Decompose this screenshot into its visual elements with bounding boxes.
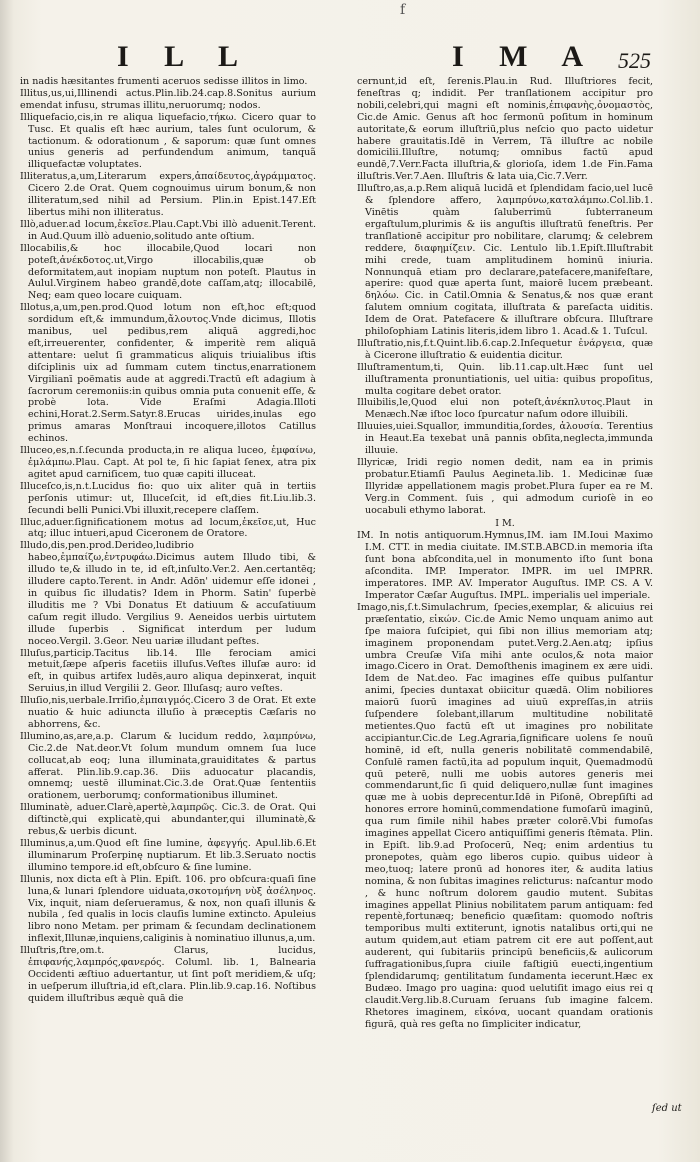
dictionary-entry: Illuibilis,le,Quod elui non poteſt,ἀνέκπλυτος.Plaut in Menæch.Næ iſtoc loco ſpurcatur naſum odore illuibili. xyxy=(357,397,653,421)
dictionary-entry: Illocabilis,& hoc illocabile,Quod locari non poteſt,ἀνέκδοτος.ut,Virgo illocabilis,quæ ob deformitatem,aut inopiam nuptum non poteſt. Plautus in Aulul.Virginem habeo grandē,dote caſſam,atq; illocabilē, Neq; eam queo locare cuiquam. xyxy=(20,242,316,302)
left-column xyxy=(20,76,316,1104)
running-header xyxy=(0,40,700,76)
dictionary-entry: Illuminatè, aduer.Clarè,apertè,λαμπρῶς. Cic.3. de Orat. Qui diſtinctè,qui explicatè,qui abundanter,qui illuminatè,& rebus,& uerbis dicunt. xyxy=(20,802,316,838)
dictionary-entry: cernunt,id eſt, ſerenis.Plau.in Rud. Illuſtriores fecit, feneſtras q; indidit. Per tranſlationem accipitur pro nobili,celebri,qui magni eſt nominis,ἐπιφανὴς,ὀνομαστὸς, Cic.de Amic. Genus aſt hoc ſermonū poſitum in hominum autoritate,& eorum illuſtriū,plus neſcio quo pacto uidetur habere grauitatis.Idē in Verrem, Tā illuſtre ac nobile domicilii.Illuſtre, notumq; omnibus factū apud eundē,7.Verr.Facta illuſtria,& glorioſa, idem 1.de Fin.Fama illuſtris.Ver.7.Aen. Illuſtris & lata uia,Cic.7.Verr. xyxy=(357,76,653,183)
dictionary-entry: Illitus,us,ui,Illinendi actus.Plin.lib.24.cap.8.Sonitus aurium emendat infusu, strumas illitu,neruorumq; nodos. xyxy=(20,87,316,111)
dictionary-entry: IM. In notis antiquorum.Hymnus,IM. iam IM.Ioui Maximo I.M. CTT. in media ciuitate. IM.ST.B.ABCD.in memoria iſta ſunt bona abſcondita,uel in monumento iſto ſunt bona aſcondita. IMP. Imperator. IMPR. im uel IMPRR. imperatores. IMP. AV. Imperator Auguſtus. IMP. CS. A V. Imperator Cæſar Auguſtus. IMPL. imperialis uel imperiale. xyxy=(357,530,653,601)
right-column xyxy=(357,76,653,1104)
dictionary-entry: Illuſtro,as,a.p.Rem aliquā lucidā et ſplendidam facio,uel lucē & ſplendore affero, λαμπρύνω,καταλάμπω.Col.lib.1. Vinētis quàm ſaluberrimū ſubterraneum ergaſtulum,plurimis & iis anguſtis illuſtratū feneſtris. Per tranſlationē accipitur pro nobilitare, clarumq; & celebrem reddere, διαφημίζειν. Cic. Lentulo lib.1.Epiſt.Illuſtrabit mihi crede, tuam amplitudinem hominū iniuria. Nonnunquā etiam pro declarare,patefacere,manifeſtare, aperire: quod quæ aperta ſunt, maiorē lucem præbeant. δηλόω. Cic. in Catil.Omnia & Senatus,& nos quæ erant ſalutem omnium cogitata, illuſtrata & pareſacta uiditis. Idem de Orat. Patefacere & illuſtrare obſcura. Illuſtrare philoſophiam Latinis literis,idem libro 1. Acad.& 1. Tuſcul. xyxy=(357,183,653,338)
dictionary-entry: Illuceo,es,n.ſ.ſecunda producta,in re aliqua luceo, ἐμφαίνω, ἐμλάμπω.Plau. Capt. At pol te, ſi hic ſapiat ſenex, atra pix agitet apud carniſicem, tuo quæ capiti illuceat. xyxy=(20,445,316,480)
dictionary-entry: Illiteratus,a,um,Literarum expers,ἀπαίδευτος,ἀγράμματος. Cicero 2.de Orat. Quem cognouimus uirum bonum,& non illiteratum,sed nihil ad Persium. Plin.in Epist.147.Eſt libertus mihi non illiteratus. xyxy=(20,171,316,218)
binding-shadow xyxy=(0,0,14,1162)
dictionary-entry: I M. xyxy=(495,517,515,529)
dictionary-entry: Illuſio,nis,uerbale.Irriſio,ἐμπαιγμός.Cicero 3 de Orat. Et exte nuatio & huic adiuncta illuſio à præceptis Cæſaris no abhorrens, &c. xyxy=(20,695,316,730)
dictionary-entry: Illuſtris,ſtre,om.t. Clarus, lucidus, ἐπιφανής,λαμπρός,φανερός. Columl. lib. 1, Balnearia Occidenti æſtiuo aduertantur, ut ſint poſt meridiem,& uſq; in ueſperum illuſtria,id eſt,clara. Plin.lib.9.cap.16. Noſtibus quidem illuſtribus æquè quā die xyxy=(20,945,316,1004)
dictionary-entry: Illuc,aduer.ſignificationem motus ad locum,ἐκεῖσε,ut, Huc atq; illuc intueri,apud Ciceronem de Oratore. xyxy=(20,516,316,540)
dictionary-entry: Illunis, nox dicta eſt à Plin. Epiſt. 106. pro obſcura:quaſi ſine luna,& lunari ſplendore uiduata,σκοτομήνη νὺξ ἀσέληνος. Vix, inquit, niam deſerueramus, & nox, non quaſi illunis & nubila , ſed qualis in locis clauſis lumine extincto. Apuleius libro nono Metam. per primam & ſecundam declinationem inflexit,Illunæ,inquiens,caliginis à nominatiuo illunus,a,um. xyxy=(20,873,316,945)
left-running-head: I L L xyxy=(117,40,253,73)
dictionary-entry: Imago,nis,ſ.t.Simulachrum, ſpecies,exemplar, & alicuius rei præſentatio, εἰκών. Cic.de Amic Nemo unquam animo aut ſpe maiora ſuſcipiet, qui ſibi non illius memoriam atq; imaginem proponendam putet.Verg.2.Aen.atq; ipſius umbra Creuſæ Viſa mihi ante oculos,& nota maior imago.Cicero in Orat. Demoſthenis imaginem ex ære uidi. Idem de Nat.deo. Fac imagines eſſe quibus pulſantur animi, ſpecies duntaxat obiicitur quædā. Olim nobiliores maiorū ſuorū imagines ad uiuū expreſſas,in atriis ſuſpendere ſolebant,illarum multitudine nobilitatē metientes.Quo factū eſt ut imagines pro nobilitate accipiantur.Cic.de Leg.Agraria,ſignificare uolens ſe nouū hominē, id eſt, nulla generis nobilitatē commendabilē, Conſulē ramen factū,ita ad populum inquit, Quemadmodū quū peterē, nulli me uobis autores generis mei commendarunt,ſic ſi quid deliquero,nullæ ſunt imagines quæ me à uobis deprecentur.Idē in Piſonē, Obrepſiſti ad honores errore hominū,commendatione fumoſarū imaginū, qua rum ſimile nihil habes præter colorē.Vbi fumoſas imagines appellat Cicero antiquiſſimi generis ſtēmata. Plin. in Epiſt. lib.9.ad Proſocerū, Neq; enim ardentius tu pronepotes, quàm ego liberos cupio. quibus uideor à meo,tuoq; latere pronū ad honores iter, & audita latius nomina, & non ſubitas imagines relicturus: naſcantur modo , & hunc noſtrum dolorem gaudio mutent. Subitas imagines appellat Plinius nobilitatem parum antiquam: fed repentè,fortunæq; beneficio quæſitam: quomodo noſtris temporibus multi extiterunt, ignotis natalibus orti,qui ne autum quidem,aut etiam patrem cit ere aut poſſent,aut auderent, qui ſubitariis principū beneficiis,& aulicorum ſuffragationibus,ſupra ciuile faſtigiū euecti,ingentium ſplendidarumq; gentilitatum ſundamenta iecerunt.Hæc ex Budæo. Imago pro uagina: quod uelutiſit imago eius rei q claudit.Verg.lib.8.Curuam ſeruans ſub imagine falcem. Rhetores imaginem, εἰκόνα, uocant quandam orationis figurā, quà res geſta no ſimpliciter indicatur, xyxy=(357,601,653,1030)
dictionary-entry: Illuminus,a,um.Quod eſt ſine lumine, ἀφεγγής. Apul.lib.6.Et illuminarum Proſerpinę nuptiarum. Et lib.3.Seruato noctis illumino tempore.id eſt,obſcuro & ſine lumine. xyxy=(20,838,316,873)
dictionary-entry: Illuſtramentum,ti, Quin. lib.11.cap.ult.Hæc ſunt uel illuſtramenta pronuntiationis, uel uitia: quibus propoſitus, multa cogitare debet orator. xyxy=(357,361,653,397)
page-number: 525 xyxy=(618,48,651,73)
right-running-head: I M A xyxy=(452,40,597,73)
catchword: ſed ut xyxy=(652,1103,682,1114)
dictionary-entry: Illuceſco,is,n.t.Lucidus fio: quo uix aliter quā in tertiis perſonis utimur: ut, Illuceſcit, id eſt,dies fit.Liu.lib.3. ſecundi belli Punici.Vbi illuxit,recepere claſſem. xyxy=(20,480,316,516)
dictionary-entry: Illiquefacio,cis,in re aliqua liquefacio,τήκω. Cicero quar to Tusc. Et qualis eſt hæc aurium, tales ſunt oculorum, & tactionum. & odorationum , & saporum: quæ ſunt omnes unius generis ad perfundendum animum, tanquã illiquefactæ voluptates. xyxy=(20,111,316,171)
dictionary-entry: Illuſtratio,nis,f.t.Quint.lib.6.cap.2.Inſequetur ἐνάργεια, quæ à Cicerone illuſtratio & euidentia dicitur. xyxy=(357,337,653,361)
top-mark: f xyxy=(400,2,406,18)
dictionary-entry: in nadis hæsitantes frumenti aceruos sedisse illitos in limo. xyxy=(20,76,308,87)
dictionary-entry: Illuuies,uiei.Squallor, immunditia,ſordes, ἀλουσία. Terentius in Heaut.Ea texebat unā pannis obſita,neglecta,immunda illuuie. xyxy=(357,421,653,457)
dictionary-entry: Illyricæ, Iridi regio nomen dedit, nam ea in primis probatur.Etiamſi Paulus Aegineta.lib. 1. Medicinæ ſuæ Illyridæ appellationem magis probet.Plura ſuper ea re M. Verg.in Comment. ſuis , qui admodum curioſè in eo uocabuli ethymo laborat. xyxy=(357,457,653,516)
dictionary-entry: Illudo,dis,pen.prod.Derideo,ludibrio habeo,ἐμπαίζω,ἐντρυφάω.Dicimus autem Illudo tibi, & illudo te,& illudo in te, id eſt,inſulto.Ver.2. Aen.certantēq; illudere capto.Terent. in Andr. Adōn' uidemur eſſe idonei , in quibus ſic illudatis? Idem in Phorm. Satin' ſuperbè illuditis me ? Vbi Donatus Et datiuum & accuſatiuum caſum regit illudo. Vergilius 9. Aeneidos uerbis uirtutem illude ſuperbis . Significat interdum per ludum noceo.Vergil. 3.Geor. Neu uariæ illudant peſtes. xyxy=(20,540,316,647)
dictionary-entry: Illumino,as,are,a.p. Clarum & lucidum reddo, λαμπρύνω, Cic.2.de Nat.deor.Vt ſolum mundum omnem ſua luce collucat,ab eoq; luna illuminata,grauiditates & partus afferat. Plin.lib.9.cap.36. Diis aduocatur placandis, omnemq; uestē illuminat.Cic.3.de Orat.Quæ ſententiis orationem, uerborumq; conformationibus illuminet. xyxy=(20,730,316,802)
dictionary-entry: Illò,aduer.ad locum,ἐκεῖσε.Plau.Capt.Vbi illò aduenit.Terent. in Aud.Quum illò aduenio,solitudo ante oſtium. xyxy=(20,218,316,242)
dictionary-entry: Illuſus,particip.Tacitus lib.14. Ille ferociam amici metuit,ſæpe aſperis facetiis illuſus.Veſtes illuſæ auro: id eſt, in quibus artifex ludēs,auro aliqua depinxerat, inquit Seruius,in illud Vergilii 2. Geor. Illuſasq; auro veſtes. xyxy=(20,647,316,695)
dictionary-entry: Illotus,a,um,pen.prod.Quod lotum non eſt,hoc eſt;quod sordidum eſt,& immundum,ἄλουτος.Vnde dicimus, Illotis manibus, uel pedibus,rem aliquā aggredi,hoc eſt,irreuerenter, confidenter, & imperitè rem aliquā attentare: uelut ſi grammaticus aliquis triuialibus iſtis diſciplinis uix ad ſummam cutem tinctus,enarrationem Virgilianī poëmatis aude at aggredi.Tractū eſt adagium à ſacrorum ceremoniis:in quibus omnia puta conuenit eſſe, & probè lota. Vide Eraſmi Adagia.Illoti echini,Horat.2.Serm.Satyr.8.Erucas uirides,inulas ego primus amaras Monſtraui incoquere,illotos Catillus echinos. xyxy=(20,302,316,445)
